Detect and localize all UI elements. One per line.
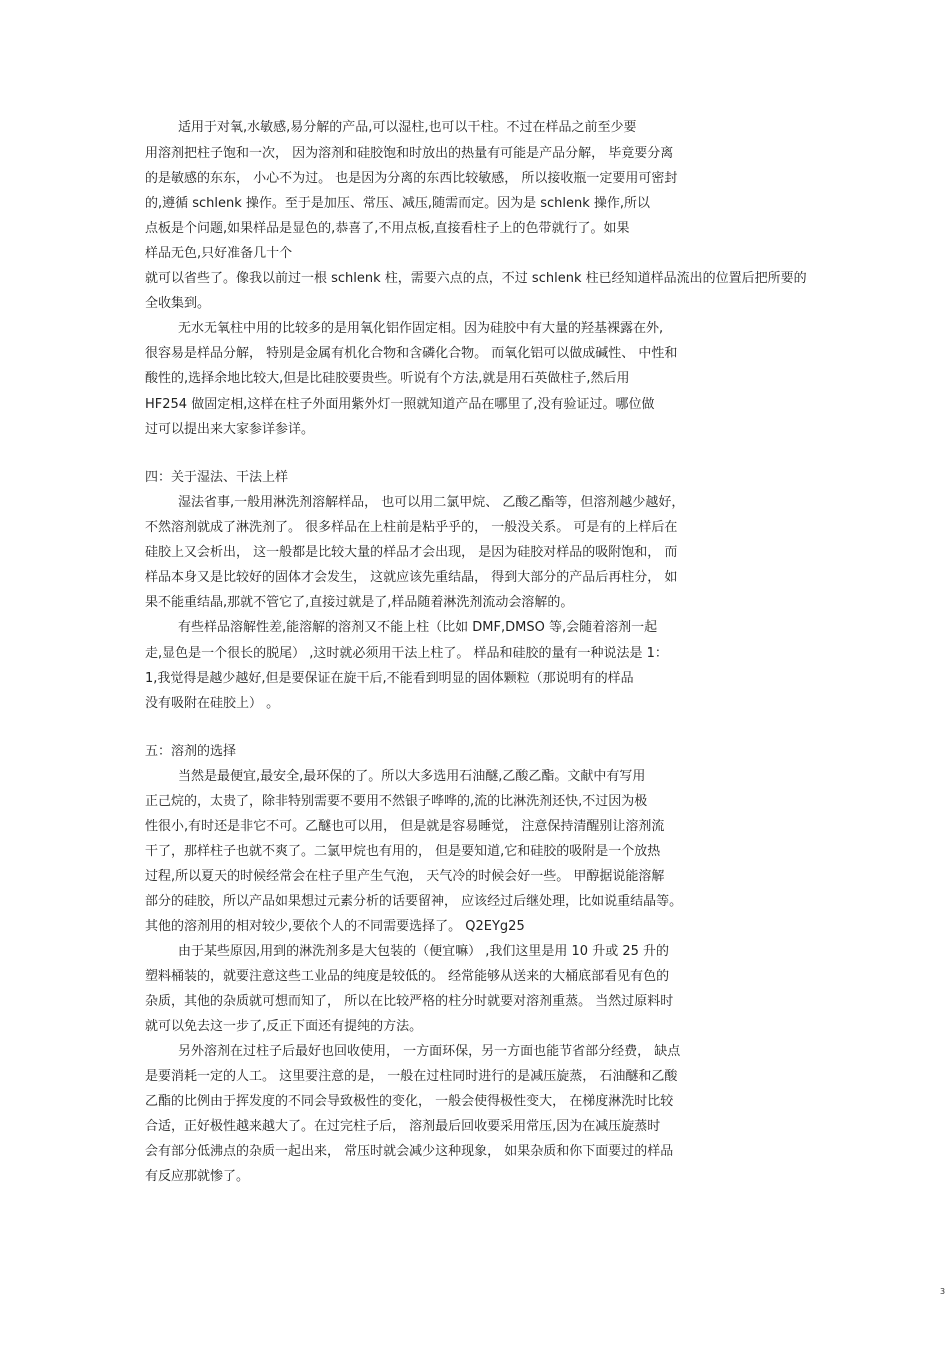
- text-line-21: 1,我觉得是越少越好,但是要保证在旋干后,不能看到明显的固体颗粒（那说明有的样品: [145, 671, 634, 686]
- text-line-8: 全收集到。: [145, 296, 211, 311]
- text-line-23: 当然是最便宜,最安全,最环保的了。所以大多选用石油醚,乙酸乙酯。文献中有写用: [178, 769, 646, 784]
- text-line-32: 杂质，其他的杂质就可想而知了， 所以在比较严格的柱分时就要对溶剂重蒸。 当然过原料时: [145, 994, 674, 1009]
- text-line-29: 其他的溶剂用的相对较少,要依个人的不同需要选择了。 Q2EYg25: [145, 919, 525, 934]
- text-line-3: 的是敏感的东东， 小心不为过。 也是因为分离的东西比较敏感， 所以接收瓶一定要用可密封: [145, 171, 678, 186]
- text-line-15: 不然溶剂就成了淋洗剂了。 很多样品在上柱前是粘乎乎的， 一般没关系。 可是有的上样后在: [145, 520, 678, 535]
- text-line-26: 干了，那样柱子也就不爽了。二氯甲烷也有用的， 但是要知道,它和硅胶的吸附是一个放热: [145, 844, 661, 859]
- section-heading-4: 四：关于湿法、干法上样: [145, 470, 289, 485]
- text-line-22: 没有吸附在硅胶上） 。: [145, 696, 280, 711]
- page-number: 3: [940, 1287, 946, 1296]
- text-line-17: 样品本身又是比较好的固体才会发生， 这就应该先重结晶， 得到大部分的产品后再柱分， 如: [145, 570, 678, 585]
- text-line-7: 就可以省些了。像我以前过一根 schlenk 柱，需要六点的点，不过 schlenk 柱已经知道样品流出的位置后把所要的: [145, 271, 807, 286]
- section-heading-5: 五：溶剂的选择: [145, 744, 237, 759]
- text-line-1: 适用于对氧,水敏感,易分解的产品,可以湿柱,也可以干柱。不过在样品之前至少要: [178, 120, 637, 135]
- text-line-30: 由于某些原因,用到的淋洗剂多是大包装的（便宜嘛） ,我们这里是用 10 升或 25 升的: [178, 944, 670, 959]
- text-line-38: 会有部分低沸点的杂质一起出来， 常压时就会减少这种现象， 如果杂质和你下面要过的样品: [145, 1144, 674, 1159]
- text-line-6: 样品无色,只好准备几十个: [145, 246, 293, 261]
- text-line-14: 湿法省事,一般用淋洗剂溶解样品， 也可以用二氯甲烷、 乙酸乙酯等，但溶剂越少越好，: [178, 495, 685, 510]
- text-line-25: 性很小,有时还是非它不可。乙醚也可以用， 但是就是容易睡觉， 注意保持清醒别让溶剂流: [145, 819, 665, 834]
- text-line-10: 很容易是样品分解， 特别是金属有机化合物和含磷化合物。 而氧化铝可以做成碱性、 中性和: [145, 346, 678, 361]
- text-line-28: 部分的硅胶，所以产品如果想过元素分析的话要留神， 应该经过后继处理，比如说重结晶等。: [145, 894, 683, 909]
- text-line-11: 酸性的,选择余地比较大,但是比硅胶要贵些。听说有个方法,就是用石英做柱子,然后用: [145, 371, 630, 386]
- text-line-12: HF254 做固定相,这样在柱子外面用紫外灯一照就知道产品在哪里了,没有验证过。哪位做: [145, 397, 655, 412]
- text-line-13: 过可以提出来大家参详参详。: [145, 422, 315, 437]
- text-line-4: 的,遵循 schlenk 操作。至于是加压、常压、减压,随需而定。因为是 schlenk 操作,所以: [145, 196, 651, 211]
- text-line-19: 有些样品溶解性差,能溶解的溶剂又不能上柱（比如 DMF,DMSO 等,会随着溶剂一起: [178, 620, 658, 635]
- text-line-18: 果不能重结晶,那就不管它了,直接过就是了,样品随着淋洗剂流动会溶解的。: [145, 595, 574, 610]
- text-line-35: 是要消耗一定的人工。 这里要注意的是， 一般在过柱同时进行的是减压旋蒸， 石油醚和乙酸: [145, 1069, 678, 1084]
- text-line-31: 塑料桶装的，就要注意这些工业品的纯度是较低的。 经常能够从送来的大桶底部看见有色的: [145, 969, 670, 984]
- text-line-34: 另外溶剂在过柱子后最好也回收使用， 一方面环保，另一方面也能节省部分经费， 缺点: [178, 1044, 681, 1059]
- text-line-24: 正己烷的，太贵了，除非特别需要不要用不然银子哗哗的,流的比淋洗剂还快,不过因为极: [145, 794, 648, 809]
- text-line-16: 硅胶上又会析出， 这一般都是比较大量的样品才会出现， 是因为硅胶对样品的吸附饱和， 而: [145, 545, 678, 560]
- text-line-39: 有反应那就惨了。: [145, 1169, 250, 1184]
- text-line-37: 合适，正好极性越来越大了。在过完柱子后， 溶剂最后回收要采用常压,因为在减压旋蒸时: [145, 1119, 661, 1134]
- text-line-20: 走,显色是一个很长的脱尾） ,这时就必须用干法上柱了。 样品和硅胶的量有一种说法是 1：: [145, 646, 668, 661]
- text-line-5: 点板是个问题,如果样品是显色的,恭喜了,不用点板,直接看柱子上的色带就行了。如果: [145, 221, 630, 236]
- text-line-27: 过程,所以夏天的时候经常会在柱子里产生气泡， 天气冷的时候会好一些。 甲醇据说能溶解: [145, 869, 665, 884]
- text-line-36: 乙酯的比例由于挥发度的不同会导致极性的变化， 一般会使得极性变大， 在梯度淋洗时比较: [145, 1094, 674, 1109]
- text-line-9: 无水无氧柱中用的比较多的是用氧化铝作固定相。因为硅胶中有大量的羟基裸露在外,: [178, 321, 664, 336]
- text-line-2: 用溶剂把柱子饱和一次， 因为溶剂和硅胶饱和时放出的热量有可能是产品分解， 毕竟要分离: [145, 146, 674, 161]
- text-line-33: 就可以免去这一步了,反正下面还有提纯的方法。: [145, 1019, 423, 1034]
